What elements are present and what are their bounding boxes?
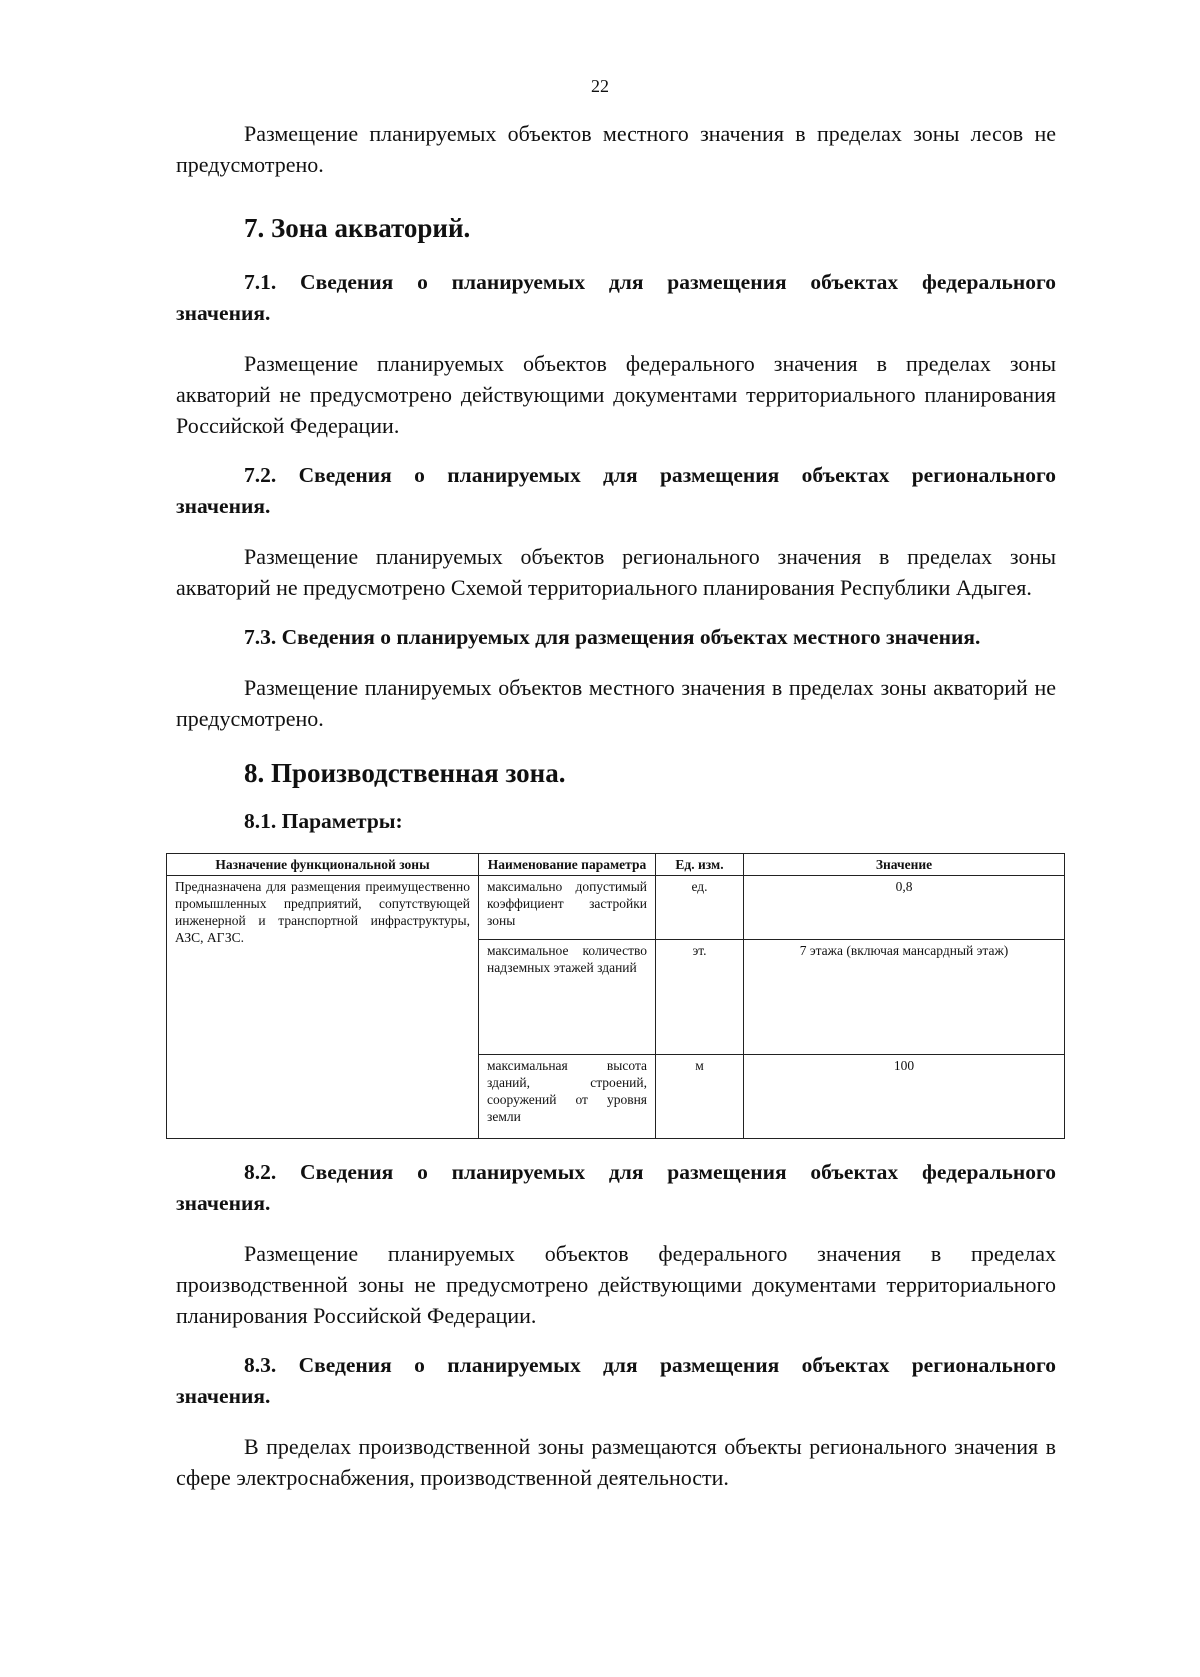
paragraph-8-2: Размещение планируемых объектов федерального значения в пределах производственной зоны не предусмотрено действующими документами территориального планирования Российской Федерации.: [176, 1241, 1056, 1328]
subheading-8-1: 8.1. Параметры:: [244, 809, 403, 833]
table-header-cell: Значение: [744, 854, 1065, 876]
value-cell: 100: [744, 1055, 1065, 1139]
zone-purpose-cell: Предназначена для размещения преимущественно промышленных предприятий, сопутствующей инженерной и транспортной инфраструктуры, АЗС, АГЗС.: [167, 876, 479, 1139]
parameter-name-cell: максимальная высота зданий, строений, сооружений от уровня земли: [479, 1055, 656, 1139]
table-header-row: [167, 854, 1065, 876]
subheading-7-2: 7.2. Сведения о планируемых для размещения объектах регионального значения.: [176, 463, 1056, 518]
table-header-cell: Наименование параметра: [479, 854, 656, 876]
subheading-8-3: 8.3. Сведения о планируемых для размещения объектах регионального значения.: [176, 1353, 1056, 1408]
unit-cell: эт.: [656, 940, 744, 1055]
paragraph-forest-zone: Размещение планируемых объектов местного значения в пределах зоны лесов не предусмотрено.: [176, 121, 1056, 177]
table-row: [167, 876, 1065, 940]
subheading-7-3: 7.3. Сведения о планируемых для размещения объектах местного значения.: [244, 625, 981, 649]
unit-cell: м: [656, 1055, 744, 1139]
section-heading-7: 7. Зона акваторий.: [244, 213, 471, 243]
parameter-name-cell: максимально допустимый коэффициент застройки зоны: [479, 876, 656, 940]
subheading-8-2: 8.2. Сведения о планируемых для размещения объектах федерального значения.: [176, 1160, 1056, 1215]
paragraph-7-2: Размещение планируемых объектов регионального значения в пределах зоны акваторий не предусмотрено Схемой территориального планирования Республики Адыгея.: [176, 544, 1056, 600]
section-heading-8: 8. Производственная зона.: [244, 758, 566, 788]
paragraph-8-3: В пределах производственной зоны размещаются объекты регионального значения в сфере электроснабжения, производственной деятельности.: [176, 1434, 1056, 1490]
table-header-cell: Ед. изм.: [656, 854, 744, 876]
value-cell: 0,8: [744, 876, 1065, 940]
subheading-7-1: 7.1. Сведения о планируемых для размещения объектах федерального значения.: [176, 270, 1056, 325]
paragraph-7-3: Размещение планируемых объектов местного значения в пределах зоны акваторий не предусмотрено.: [176, 675, 1056, 731]
parameter-name-cell: максимальное количество надземных этажей зданий: [479, 940, 656, 1055]
table-header-cell: Назначение функциональной зоны: [167, 854, 479, 876]
page-number: 22: [591, 76, 609, 96]
value-cell: 7 этажа (включая мансардный этаж): [744, 940, 1065, 1055]
document-body: [176, 118, 1056, 1493]
unit-cell: ед.: [656, 876, 744, 940]
parameters-table: [166, 853, 1065, 1139]
paragraph-7-1: Размещение планируемых объектов федерального значения в пределах зоны акваторий не предусмотрено действующими документами территориального планирования Российской Федерации.: [176, 351, 1056, 438]
